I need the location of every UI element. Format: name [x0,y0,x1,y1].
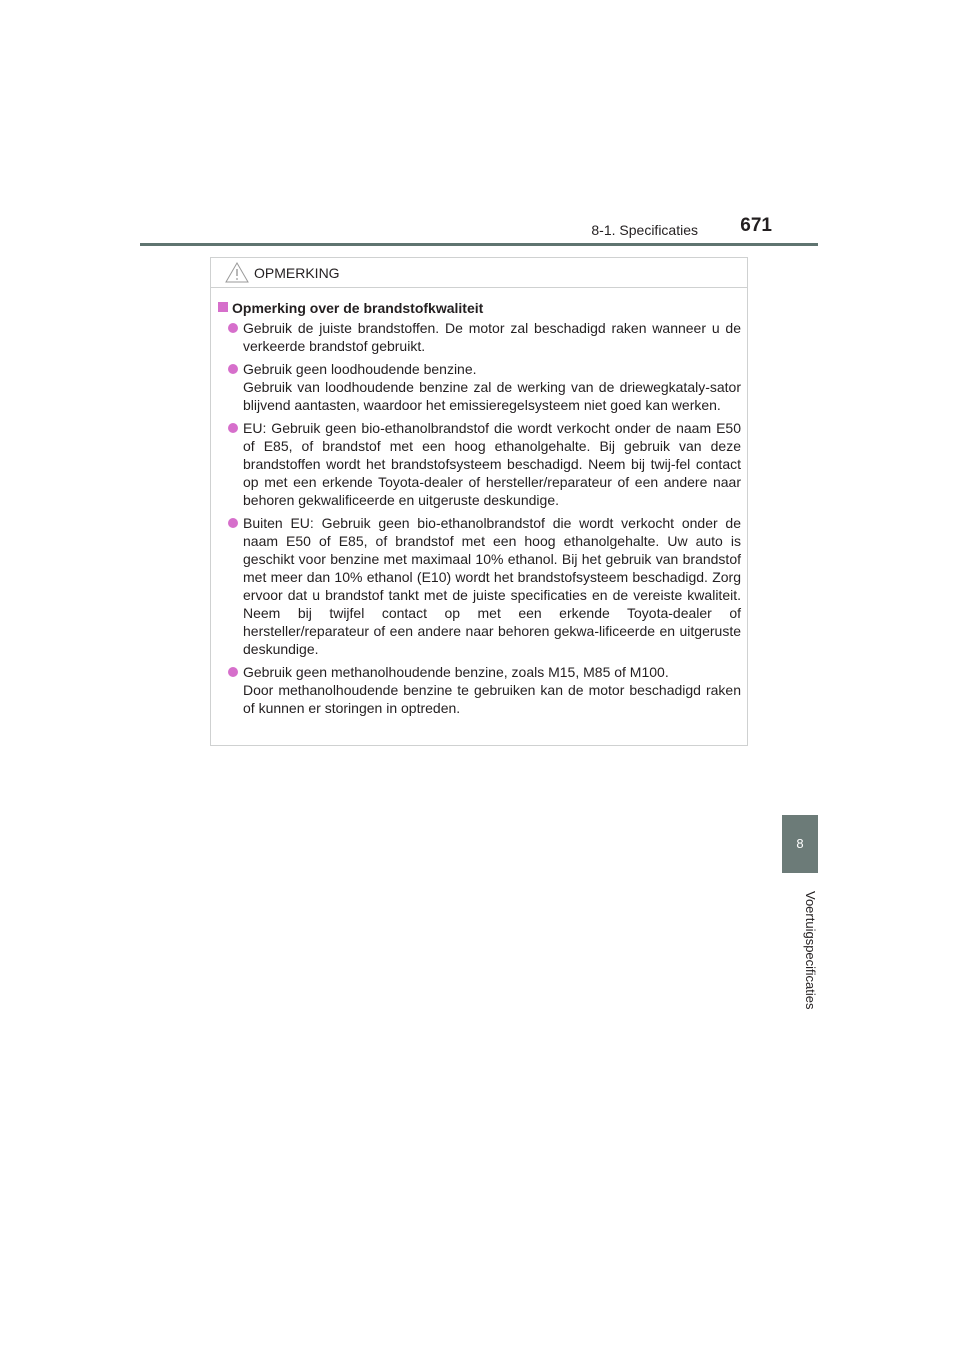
section-title: 8-1. Specificaties [591,222,698,238]
item-text: Gebruik van loodhoudende benzine zal de werking van de driewegkataly-sator blijvend aantasten, waardoor het emissieregelsysteem niet goed kan werken. [243,379,741,413]
list-item [217,360,741,414]
chapter-label: Voertuigspecificaties [803,890,818,1010]
item-text: Door methanolhoudende benzine te gebruiken kan de motor beschadigd raken of kunnen er storingen in optreden. [243,682,741,716]
item-text: Buiten EU: Gebruik geen bio-ethanolbrandstof die wordt verkocht onder de naam E50 of E85, of brandstof met een hoog ethanolgehalte. Uw auto is geschikt voor benzine met maximaal 10% ethanol. Bij het gebruik van brandstof met meer dan 10% ethanol (E10) wordt het brandstofsysteem beschadigd. Zorg ervoor dat u brandstof tankt met de juiste specificaties en de vereiste kwaliteit. Neem bij twijfel contact op met een erkende Toyota-dealer of hersteller/reparateur of een andere naar behoren gekwa-lificeerde en uitgeruste deskundige. [243,515,741,657]
circle-bullet-icon [228,364,238,374]
circle-bullet-icon [228,667,238,677]
chapter-tab [782,815,818,873]
item-text: Gebruik geen loodhoudende benzine. [243,361,477,377]
page-header [140,212,818,246]
notice-box [210,257,748,746]
notice-header [211,258,747,288]
circle-bullet-icon [228,323,238,333]
header-rule [140,243,818,246]
chapter-number: 8 [796,836,804,851]
list-item [217,319,741,355]
item-text: Gebruik geen methanolhoudende benzine, zoals M15, M85 of M100. [243,664,669,680]
item-text: EU: Gebruik geen bio-ethanolbrandstof die wordt verkocht onder de naam E50 of E85, of brandstof met een hoog ethanolgehalte. Bij gebruik van deze brandstoffen wordt het brandstofsysteem beschadigd. Neem bij twij-fel contact op met een erkende Toyota-dealer of hersteller/reparateur of een andere naar behoren gekwalificeerde en uitgeruste deskundige. [243,420,741,508]
item-text: Gebruik de juiste brandstoffen. De motor zal beschadigd raken wanneer u de verkeerde brandstof gebruikt. [243,320,741,354]
notice-item-list [217,319,741,717]
list-item [217,514,741,658]
page-number: 671 [740,215,772,236]
circle-bullet-icon [228,423,238,433]
section-title-text: Opmerking over de brandstofkwaliteit [232,300,484,316]
list-item [217,663,741,717]
warning-triangle-icon [225,262,249,283]
notice-title: OPMERKING [254,265,340,281]
list-item [217,419,741,509]
notice-section-title [217,299,741,317]
notice-body [211,288,747,717]
circle-bullet-icon [228,518,238,528]
square-bullet-icon [218,302,228,312]
